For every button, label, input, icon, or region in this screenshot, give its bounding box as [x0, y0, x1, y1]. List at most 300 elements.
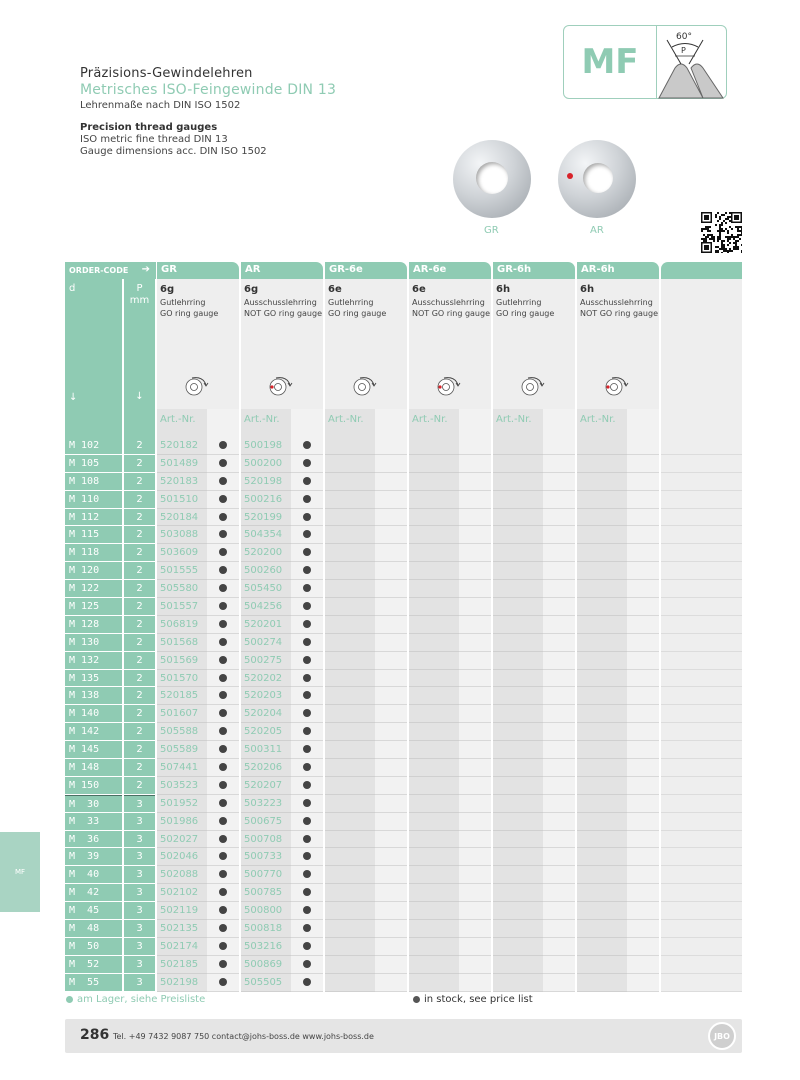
article-number: [493, 813, 543, 831]
article-number: [493, 687, 543, 705]
stock-indicator: [207, 562, 239, 580]
stock-indicator: [207, 741, 239, 759]
article-number[interactable]: 504256: [241, 598, 291, 616]
article-number[interactable]: 502135: [157, 920, 207, 938]
thread-diameter: M 115: [65, 526, 122, 544]
stock-indicator: [207, 705, 239, 723]
column-description-ar-6e: [409, 279, 491, 409]
in-stock-dot-icon: [219, 799, 227, 807]
article-header-empty: [661, 409, 742, 431]
thread-pitch: 2: [124, 723, 155, 741]
in-stock-dot-icon: [303, 835, 311, 843]
stock-indicator: [543, 741, 575, 759]
in-stock-dot-icon: [219, 960, 227, 968]
pitch-column-header: [124, 279, 155, 409]
in-stock-dot-icon: [219, 763, 227, 771]
stock-indicator: [543, 473, 575, 491]
article-number: [493, 795, 543, 813]
stock-indicator: [543, 813, 575, 831]
tolerance-class: 6h: [496, 284, 511, 295]
article-number[interactable]: 505450: [241, 580, 291, 598]
stock-indicator: [627, 795, 659, 813]
stock-indicator: [627, 580, 659, 598]
go-ring-gauge-icon: [517, 375, 551, 397]
stock-indicator: [207, 831, 239, 849]
article-number: [325, 670, 375, 688]
article-number[interactable]: 501569: [157, 652, 207, 670]
article-number[interactable]: 501570: [157, 670, 207, 688]
stock-indicator: [375, 831, 407, 849]
thread-angle-label: 60°: [676, 32, 692, 42]
stock-indicator: [543, 580, 575, 598]
article-number[interactable]: 502088: [157, 866, 207, 884]
article-number[interactable]: 500275: [241, 652, 291, 670]
in-stock-dot-icon: [303, 924, 311, 932]
stock-indicator: [543, 634, 575, 652]
stock-indicator: [375, 938, 407, 956]
article-number: [325, 723, 375, 741]
article-number: [577, 598, 627, 616]
gauge-name-en: NOT GO ring gauge: [412, 309, 491, 318]
stock-indicator: [459, 920, 491, 938]
not-go-ring-gauge-icon: [433, 375, 467, 397]
stock-indicator: [627, 866, 659, 884]
column-description-ar-6h: [577, 279, 659, 409]
not-go-ring-gauge-icon: [601, 375, 635, 397]
article-number[interactable]: 503609: [157, 544, 207, 562]
thread-diameter: M 40: [65, 866, 122, 884]
title-de: Präzisions-Gewindelehren: [80, 66, 253, 81]
article-number: [325, 526, 375, 544]
stock-indicator: [459, 598, 491, 616]
thread-pitch: 3: [124, 884, 155, 902]
stock-indicator: [291, 938, 323, 956]
in-stock-dot-icon: [219, 942, 227, 950]
article-number[interactable]: 520202: [241, 670, 291, 688]
article-number[interactable]: 520200: [241, 544, 291, 562]
in-stock-dot-icon: [219, 745, 227, 753]
article-number[interactable]: 500785: [241, 884, 291, 902]
article-number-header: Art.-Nr.: [241, 409, 291, 431]
tolerance-class: 6h: [580, 284, 595, 295]
stock-indicator: [543, 759, 575, 777]
table-row: [65, 920, 742, 938]
article-number[interactable]: 502198: [157, 974, 207, 992]
arrow-down-icon: ↓: [135, 391, 144, 402]
contact-info[interactable]: Tel. +49 7432 9087 750 contact@johs-boss.de www.johs-boss.de: [113, 1032, 374, 1041]
diameter-label: d: [69, 283, 76, 294]
article-number: [409, 848, 459, 866]
in-stock-dot-icon: [219, 727, 227, 735]
thread-diameter: M 132: [65, 652, 122, 670]
article-number[interactable]: 501510: [157, 491, 207, 509]
article-number[interactable]: 501952: [157, 795, 207, 813]
article-number: [409, 580, 459, 598]
article-number[interactable]: 520204: [241, 705, 291, 723]
in-stock-dot-icon: [219, 602, 227, 610]
empty-cell: [661, 705, 742, 723]
stock-indicator: [207, 473, 239, 491]
article-number[interactable]: 500708: [241, 831, 291, 849]
stock-indicator: [627, 723, 659, 741]
article-number[interactable]: 501607: [157, 705, 207, 723]
article-number: [577, 670, 627, 688]
article-number: [409, 902, 459, 920]
thread-pitch: 3: [124, 813, 155, 831]
article-number: [325, 491, 375, 509]
article-number[interactable]: 504354: [241, 526, 291, 544]
column-header-gr-6e: GR-6e: [325, 262, 407, 279]
article-number[interactable]: 502102: [157, 884, 207, 902]
stock-indicator: [207, 544, 239, 562]
article-number[interactable]: 500274: [241, 634, 291, 652]
stock-indicator: [459, 705, 491, 723]
article-number: [409, 544, 459, 562]
stock-indicator: [291, 562, 323, 580]
article-number[interactable]: 502119: [157, 902, 207, 920]
article-number: [577, 705, 627, 723]
article-number[interactable]: 505589: [157, 741, 207, 759]
in-stock-dot-icon: [219, 620, 227, 628]
stock-indicator: [207, 634, 239, 652]
side-spacer: [124, 409, 155, 431]
thread-pitch: 2: [124, 741, 155, 759]
article-number: [325, 795, 375, 813]
gauge-dimensions-de: Lehrenmaße nach DIN ISO 1502: [80, 100, 241, 111]
article-number: [325, 920, 375, 938]
article-number[interactable]: 500216: [241, 491, 291, 509]
stock-indicator: [375, 741, 407, 759]
article-number: [409, 598, 459, 616]
thread-diameter: M 108: [65, 473, 122, 491]
in-stock-dot-icon: [303, 817, 311, 825]
article-number: [493, 956, 543, 974]
order-code-label: ORDER-CODE: [69, 266, 129, 275]
article-number[interactable]: 520203: [241, 687, 291, 705]
empty-cell: [661, 455, 742, 473]
in-stock-dot-icon: [219, 906, 227, 914]
thread-diameter: M 33: [65, 813, 122, 831]
side-tab-mf[interactable]: MF: [0, 832, 40, 912]
article-number[interactable]: 520201: [241, 616, 291, 634]
stock-indicator: [627, 938, 659, 956]
go-ring-gauge-icon: [349, 375, 383, 397]
article-number: [409, 491, 459, 509]
stock-indicator: [627, 813, 659, 831]
article-number[interactable]: 500869: [241, 956, 291, 974]
pitch-label: P: [136, 283, 143, 294]
article-number[interactable]: 520199: [241, 509, 291, 527]
in-stock-dot-icon: [303, 620, 311, 628]
thread-diameter: M 110: [65, 491, 122, 509]
table-row: [65, 616, 742, 634]
article-number: [577, 455, 627, 473]
article-number[interactable]: 500200: [241, 455, 291, 473]
table-row: [65, 956, 742, 974]
table-row: [65, 598, 742, 616]
stock-indicator: [627, 598, 659, 616]
thread-pitch: 3: [124, 866, 155, 884]
empty-cell: [661, 777, 742, 795]
article-number[interactable]: 503216: [241, 938, 291, 956]
article-number: [493, 884, 543, 902]
article-number-header: Art.-Nr.: [157, 409, 207, 431]
article-number[interactable]: 502027: [157, 831, 207, 849]
table-row: [65, 813, 742, 831]
empty-cell: [661, 723, 742, 741]
article-number[interactable]: 506819: [157, 616, 207, 634]
stock-indicator: [459, 759, 491, 777]
thread-pitch: 3: [124, 795, 155, 813]
article-number[interactable]: 505588: [157, 723, 207, 741]
gauge-dimensions-en: Gauge dimensions acc. DIN ISO 1502: [80, 146, 267, 157]
stock-indicator: [459, 455, 491, 473]
qr-code-icon[interactable]: [701, 212, 742, 253]
article-number: [493, 723, 543, 741]
article-number[interactable]: 505580: [157, 580, 207, 598]
article-number[interactable]: 520182: [157, 437, 207, 455]
article-number[interactable]: 503523: [157, 777, 207, 795]
in-stock-dot-icon: [219, 548, 227, 556]
article-number: [493, 670, 543, 688]
article-number: [577, 884, 627, 902]
thread-diameter: M 112: [65, 509, 122, 527]
table-row: [65, 562, 742, 580]
article-number: [409, 705, 459, 723]
empty-cell: [661, 902, 742, 920]
stock-indicator: [543, 670, 575, 688]
gauge-name-en: NOT GO ring gauge: [244, 309, 323, 318]
article-number: [577, 526, 627, 544]
stock-indicator: [375, 598, 407, 616]
thread-diameter: M 130: [65, 634, 122, 652]
article-number[interactable]: 501555: [157, 562, 207, 580]
stock-indicator: [375, 437, 407, 455]
in-stock-dot-icon: [303, 656, 311, 664]
article-number[interactable]: 500733: [241, 848, 291, 866]
article-number: [325, 884, 375, 902]
stock-indicator: [543, 974, 575, 992]
stock-indicator: [291, 670, 323, 688]
table-row: [65, 795, 742, 813]
stock-indicator: [291, 974, 323, 992]
article-number[interactable]: 501557: [157, 598, 207, 616]
stock-dot-icon: [413, 996, 420, 1003]
subtitle-de: Metrisches ISO-Feingewinde DIN 13: [80, 82, 337, 98]
stock-indicator: [459, 544, 491, 562]
in-stock-dot-icon: [303, 530, 311, 538]
table-row: [65, 938, 742, 956]
article-number[interactable]: 501568: [157, 634, 207, 652]
article-number[interactable]: 500818: [241, 920, 291, 938]
stock-indicator: [375, 974, 407, 992]
article-number: [325, 509, 375, 527]
empty-cell: [661, 866, 742, 884]
stock-indicator: [543, 491, 575, 509]
in-stock-dot-icon: [303, 852, 311, 860]
empty-cell: [661, 974, 742, 992]
in-stock-dot-icon: [219, 978, 227, 986]
thread-diameter: M 122: [65, 580, 122, 598]
stock-header: [543, 409, 575, 431]
table-row: [65, 705, 742, 723]
article-number[interactable]: 502185: [157, 956, 207, 974]
in-stock-dot-icon: [303, 691, 311, 699]
thread-pitch: 2: [124, 491, 155, 509]
stock-indicator: [459, 813, 491, 831]
article-number[interactable]: 502174: [157, 938, 207, 956]
stock-indicator: [207, 687, 239, 705]
stock-indicator: [543, 687, 575, 705]
stock-indicator: [207, 580, 239, 598]
stock-indicator: [459, 956, 491, 974]
table-row: [65, 741, 742, 759]
column-description-gr-6h: [493, 279, 575, 409]
thread-pitch: 2: [124, 509, 155, 527]
column-header-gr: GR: [157, 262, 239, 279]
table-row: [65, 902, 742, 920]
jbo-logo: JBO: [708, 1022, 736, 1050]
stock-indicator: [291, 795, 323, 813]
stock-indicator: [459, 491, 491, 509]
article-number[interactable]: 500770: [241, 866, 291, 884]
in-stock-dot-icon: [303, 602, 311, 610]
article-number: [493, 526, 543, 544]
thread-pitch: 2: [124, 687, 155, 705]
in-stock-dot-icon: [303, 745, 311, 753]
thread-diameter: M 120: [65, 562, 122, 580]
column-header-ar-6e: AR-6e: [409, 262, 491, 279]
article-number: [493, 634, 543, 652]
article-number[interactable]: 503088: [157, 526, 207, 544]
article-number: [409, 616, 459, 634]
tolerance-class: 6e: [328, 284, 342, 295]
table-row: [65, 526, 742, 544]
stock-indicator: [207, 813, 239, 831]
stock-indicator: [291, 509, 323, 527]
article-number[interactable]: 520185: [157, 687, 207, 705]
article-number[interactable]: 500675: [241, 813, 291, 831]
thread-diameter: M 102: [65, 437, 122, 455]
stock-indicator: [543, 884, 575, 902]
article-number[interactable]: 500260: [241, 562, 291, 580]
empty-cell: [661, 795, 742, 813]
article-number: [577, 491, 627, 509]
article-number: [325, 741, 375, 759]
stock-indicator: [375, 956, 407, 974]
article-number[interactable]: 500198: [241, 437, 291, 455]
in-stock-dot-icon: [219, 835, 227, 843]
stock-header: [207, 409, 239, 431]
stock-indicator: [291, 956, 323, 974]
thread-diameter: M 52: [65, 956, 122, 974]
article-number[interactable]: 520205: [241, 723, 291, 741]
stock-indicator: [291, 759, 323, 777]
article-number: [577, 813, 627, 831]
article-number[interactable]: 520184: [157, 509, 207, 527]
article-number[interactable]: 502046: [157, 848, 207, 866]
in-stock-dot-icon: [303, 584, 311, 592]
stock-indicator: [543, 795, 575, 813]
stock-indicator: [291, 598, 323, 616]
article-number[interactable]: 520207: [241, 777, 291, 795]
article-number: [493, 473, 543, 491]
stock-indicator: [375, 920, 407, 938]
stock-indicator: [543, 437, 575, 455]
stock-indicator: [375, 902, 407, 920]
article-number[interactable]: 500311: [241, 741, 291, 759]
title-en: Precision thread gauges: [80, 122, 218, 133]
article-number[interactable]: 520198: [241, 473, 291, 491]
thread-pitch: 2: [124, 562, 155, 580]
article-number[interactable]: 501489: [157, 455, 207, 473]
article-number: [325, 455, 375, 473]
article-number: [409, 884, 459, 902]
in-stock-dot-icon: [219, 656, 227, 664]
in-stock-dot-icon: [303, 495, 311, 503]
red-marker-icon: [567, 173, 573, 179]
stock-indicator: [207, 759, 239, 777]
article-number[interactable]: 505505: [241, 974, 291, 992]
thread-diameter: M 50: [65, 938, 122, 956]
stock-indicator: [207, 598, 239, 616]
stock-indicator: [207, 616, 239, 634]
stock-indicator: [207, 848, 239, 866]
table-row: [65, 831, 742, 849]
table-description-row: [65, 279, 742, 409]
stock-indicator: [459, 634, 491, 652]
article-number: [409, 741, 459, 759]
in-stock-dot-icon: [303, 709, 311, 717]
article-number[interactable]: 500800: [241, 902, 291, 920]
stock-indicator: [459, 580, 491, 598]
thread-diameter: M 36: [65, 831, 122, 849]
gr-image-label: GR: [484, 225, 499, 236]
thread-pitch: 2: [124, 777, 155, 795]
article-number: [409, 670, 459, 688]
empty-cell: [661, 634, 742, 652]
stock-header: [627, 409, 659, 431]
thread-pitch: 3: [124, 956, 155, 974]
stock-indicator: [375, 866, 407, 884]
thread-diameter: M 105: [65, 455, 122, 473]
article-number[interactable]: 501986: [157, 813, 207, 831]
in-stock-dot-icon: [303, 459, 311, 467]
article-number[interactable]: 520206: [241, 759, 291, 777]
article-number[interactable]: 503223: [241, 795, 291, 813]
thread-pitch: 2: [124, 437, 155, 455]
thread-pitch: 2: [124, 616, 155, 634]
gauge-name-en: NOT GO ring gauge: [580, 309, 659, 318]
in-stock-dot-icon: [303, 781, 311, 789]
thread-pitch: 2: [124, 473, 155, 491]
page-footer: [65, 1019, 742, 1053]
in-stock-dot-icon: [219, 513, 227, 521]
gauge-name-de: Ausschusslehrring: [412, 298, 485, 307]
stock-indicator: [459, 687, 491, 705]
column-header-ar-6h: AR-6h: [577, 262, 659, 279]
article-number: [409, 759, 459, 777]
stock-indicator: [627, 705, 659, 723]
in-stock-dot-icon: [303, 441, 311, 449]
article-number[interactable]: 507441: [157, 759, 207, 777]
stock-indicator: [627, 455, 659, 473]
article-number[interactable]: 520183: [157, 473, 207, 491]
thread-diameter: M 145: [65, 741, 122, 759]
thread-diameter: M 48: [65, 920, 122, 938]
column-header-ar: AR: [241, 262, 323, 279]
article-number: [409, 526, 459, 544]
